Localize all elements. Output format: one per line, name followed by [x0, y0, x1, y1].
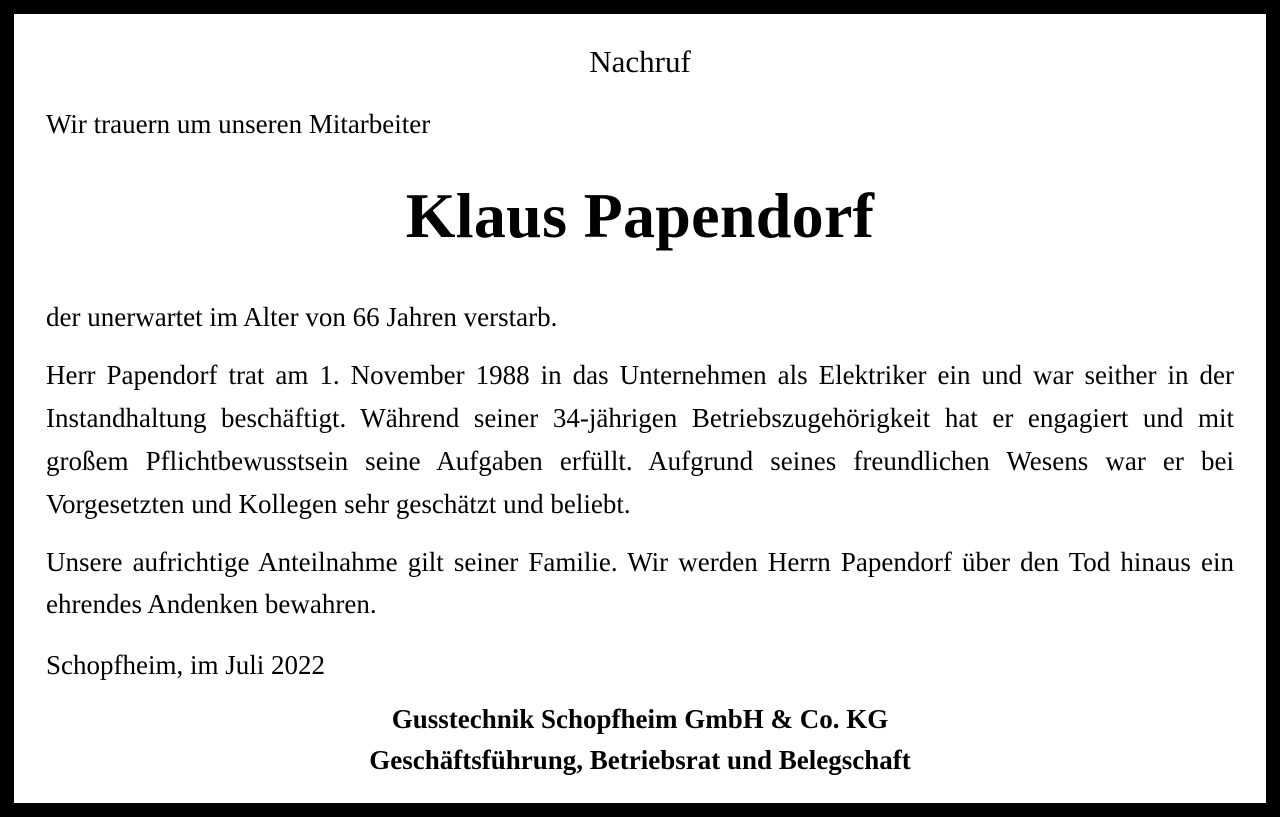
obituary-notice: [14, 14, 1266, 803]
place-date: Schopfheim, im Juli 2022: [46, 650, 325, 680]
signature-block: [14, 699, 1266, 781]
deceased-name: Klaus Papendorf: [405, 180, 875, 251]
condolence-paragraph: Unsere aufrichtige Anteilnahme gilt seiner Familie. Wir werden Herrn Papendorf über den Tod hinaus ein ehrendes Andenken bewahren.: [46, 547, 1234, 619]
notice-heading: Nachruf: [589, 44, 691, 79]
signatories: Geschäftsführung, Betriebsrat und Belegschaft: [369, 745, 911, 775]
company-name: Gusstechnik Schopfheim GmbH & Co. KG: [391, 704, 889, 734]
age-statement: der unerwartet im Alter von 66 Jahren verstarb.: [46, 302, 558, 332]
career-paragraph: Herr Papendorf trat am 1. November 1988 in das Unternehmen als Elektriker ein und war seither in der Instandhaltung beschäftigt. Während seiner 34-jährigen Betriebszugehörigkeit hat er engagiert und mit großem Pflichtbewusstsein seine Aufgaben erfüllt. Aufgrund seines freundlichen Wesens war er bei Vorgesetzten und Kollegen sehr geschätzt und beliebt.: [46, 360, 1234, 519]
intro-text: Wir trauern um unseren Mitarbeiter: [46, 109, 431, 139]
